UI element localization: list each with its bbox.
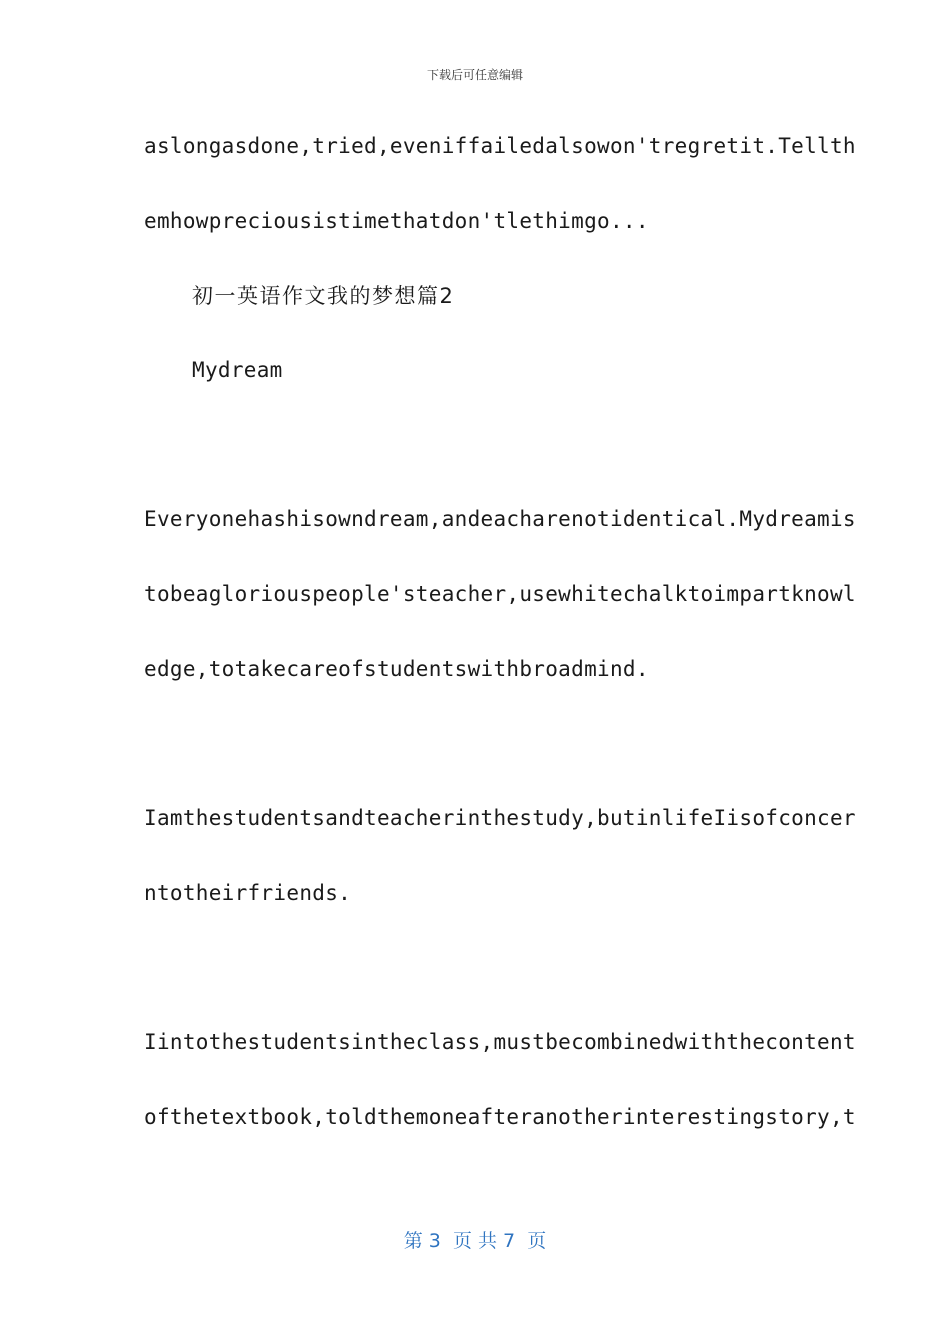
body-text-line: Everyonehashisowndream,andeacharenotidentical.Mydreamis — [144, 507, 856, 531]
body-text-line: Iamthestudentsandteacherinthestudy,butinlifeIisofconcer — [144, 806, 856, 830]
body-text-line: emhowpreciousistimethatdon'tlethimgo... — [144, 209, 649, 233]
body-text-line: aslongasdone,tried,eveniffailedalsowon'tregretit.Tellth — [144, 134, 856, 158]
section-heading: 初一英语作文我的梦想篇2 — [192, 284, 455, 308]
body-text-line: ntotheirfriends. — [144, 881, 352, 905]
body-text-line: ofthetextbook,toldthemoneafteranotherinterestingstory,t — [144, 1105, 856, 1129]
essay-title: Mydream — [192, 358, 283, 382]
body-text-line: tobeagloriouspeople'steacher,usewhitechalktoimpartknowl — [144, 582, 856, 606]
body-text-line: Iintothestudentsintheclass,mustbecombinedwiththecontent — [144, 1030, 856, 1054]
page-header: 下载后可任意编辑 — [426, 68, 523, 82]
page-number-footer: 第 3 页 共 7 页 — [403, 1230, 547, 1252]
body-text-line: edge,totakecareofstudentswithbroadmind. — [144, 657, 649, 681]
